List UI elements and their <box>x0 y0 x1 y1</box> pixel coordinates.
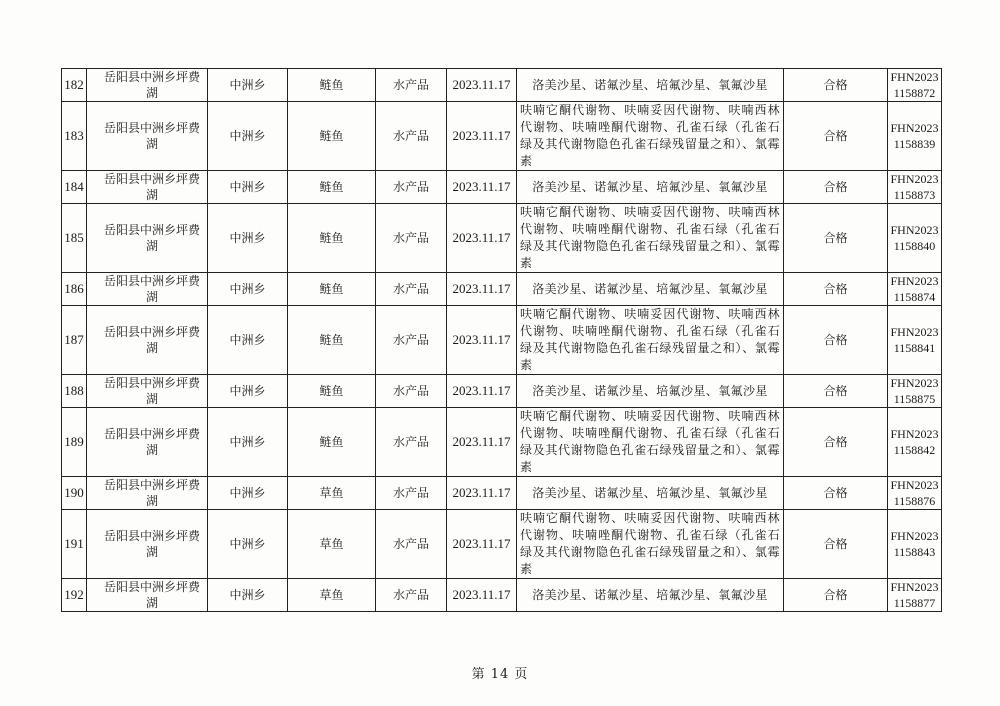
test-items: 呋喃它酮代谢物、呋喃妥因代谢物、呋喃西林代谢物、呋喃唑酮代谢物、孔雀石绿（孔雀石绿及其代谢物隐色孔雀石绿残留量之和）、氯霉素 <box>517 204 784 273</box>
result: 合格 <box>784 69 888 102</box>
sample-code <box>888 579 942 612</box>
table-row <box>62 477 942 510</box>
sample-category: 水产品 <box>376 579 447 612</box>
township: 中洲乡 <box>208 510 288 579</box>
table-row <box>62 375 942 408</box>
township: 中洲乡 <box>208 102 288 171</box>
sample-code-prefix: FHN2023 <box>890 580 939 594</box>
sampling-date: 2023.11.17 <box>447 69 517 102</box>
sampling-location: 岳阳县中洲乡坪费湖 <box>87 204 208 273</box>
row-number: 187 <box>62 306 87 375</box>
sample-code <box>888 477 942 510</box>
row-number: 192 <box>62 579 87 612</box>
sample-name: 草鱼 <box>288 510 376 579</box>
sample-code-prefix: FHN2023 <box>890 172 939 186</box>
sample-code-prefix: FHN2023 <box>890 223 939 237</box>
sample-code <box>888 102 942 171</box>
sample-name: 鲢鱼 <box>288 306 376 375</box>
result: 合格 <box>784 171 888 204</box>
sample-code-number: 1158843 <box>893 545 936 559</box>
sample-category: 水产品 <box>376 375 447 408</box>
page-number: 第 14 页 <box>471 667 529 682</box>
sampling-location: 岳阳县中洲乡坪费湖 <box>87 510 208 579</box>
test-items: 洛美沙星、诺氟沙星、培氟沙星、氧氟沙星 <box>517 579 784 612</box>
sample-name: 鲢鱼 <box>288 102 376 171</box>
sample-code-prefix: FHN2023 <box>890 376 939 390</box>
sample-category: 水产品 <box>376 102 447 171</box>
sampling-date: 2023.11.17 <box>447 102 517 171</box>
result: 合格 <box>784 306 888 375</box>
table-row <box>62 579 942 612</box>
test-items: 呋喃它酮代谢物、呋喃妥因代谢物、呋喃西林代谢物、呋喃唑酮代谢物、孔雀石绿（孔雀石绿及其代谢物隐色孔雀石绿残留量之和）、氯霉素 <box>517 306 784 375</box>
result: 合格 <box>784 375 888 408</box>
sample-code-number: 1158874 <box>893 290 936 304</box>
sample-code-prefix: FHN2023 <box>890 325 939 339</box>
sampling-date: 2023.11.17 <box>447 306 517 375</box>
sample-code-number: 1158873 <box>893 188 936 202</box>
test-items: 呋喃它酮代谢物、呋喃妥因代谢物、呋喃西林代谢物、呋喃唑酮代谢物、孔雀石绿（孔雀石绿及其代谢物隐色孔雀石绿残留量之和）、氯霉素 <box>517 408 784 477</box>
sample-code-prefix: FHN2023 <box>890 70 939 84</box>
test-items: 呋喃它酮代谢物、呋喃妥因代谢物、呋喃西林代谢物、呋喃唑酮代谢物、孔雀石绿（孔雀石绿及其代谢物隐色孔雀石绿残留量之和）、氯霉素 <box>517 510 784 579</box>
sampling-location: 岳阳县中洲乡坪费湖 <box>87 579 208 612</box>
table-row <box>62 306 942 375</box>
row-number: 186 <box>62 273 87 306</box>
sample-category: 水产品 <box>376 477 447 510</box>
table-row <box>62 204 942 273</box>
sample-code-prefix: FHN2023 <box>890 478 939 492</box>
sample-code <box>888 171 942 204</box>
sampling-location: 岳阳县中洲乡坪费湖 <box>87 477 208 510</box>
test-items: 呋喃它酮代谢物、呋喃妥因代谢物、呋喃西林代谢物、呋喃唑酮代谢物、孔雀石绿（孔雀石绿及其代谢物隐色孔雀石绿残留量之和）、氯霉素 <box>517 102 784 171</box>
table-row <box>62 510 942 579</box>
table-row <box>62 273 942 306</box>
row-number: 191 <box>62 510 87 579</box>
sampling-location: 岳阳县中洲乡坪费湖 <box>87 171 208 204</box>
test-items: 洛美沙星、诺氟沙星、培氟沙星、氧氟沙星 <box>517 477 784 510</box>
sample-code <box>888 510 942 579</box>
sample-code-number: 1158842 <box>893 443 936 457</box>
table-row <box>62 102 942 171</box>
sample-code-prefix: FHN2023 <box>890 427 939 441</box>
sampling-date: 2023.11.17 <box>447 273 517 306</box>
test-items: 洛美沙星、诺氟沙星、培氟沙星、氧氟沙星 <box>517 69 784 102</box>
row-number: 184 <box>62 171 87 204</box>
test-items: 洛美沙星、诺氟沙星、培氟沙星、氧氟沙星 <box>517 171 784 204</box>
sampling-location: 岳阳县中洲乡坪费湖 <box>87 102 208 171</box>
sample-code <box>888 375 942 408</box>
sample-code-number: 1158841 <box>893 341 936 355</box>
sample-code-prefix: FHN2023 <box>890 121 939 135</box>
table-row <box>62 408 942 477</box>
sample-name: 鲢鱼 <box>288 69 376 102</box>
sampling-location: 岳阳县中洲乡坪费湖 <box>87 69 208 102</box>
sampling-date: 2023.11.17 <box>447 204 517 273</box>
township: 中洲乡 <box>208 204 288 273</box>
sample-code-number: 1158839 <box>893 137 936 151</box>
row-number: 188 <box>62 375 87 408</box>
sample-category: 水产品 <box>376 273 447 306</box>
sampling-date: 2023.11.17 <box>447 510 517 579</box>
township: 中洲乡 <box>208 375 288 408</box>
result: 合格 <box>784 273 888 306</box>
sample-code <box>888 69 942 102</box>
sampling-location: 岳阳县中洲乡坪费湖 <box>87 306 208 375</box>
sample-category: 水产品 <box>376 204 447 273</box>
sampling-location: 岳阳县中洲乡坪费湖 <box>87 408 208 477</box>
sample-name: 草鱼 <box>288 477 376 510</box>
result: 合格 <box>784 102 888 171</box>
sampling-date: 2023.11.17 <box>447 579 517 612</box>
sample-category: 水产品 <box>376 408 447 477</box>
sample-code <box>888 306 942 375</box>
result: 合格 <box>784 579 888 612</box>
sample-code-prefix: FHN2023 <box>890 274 939 288</box>
sample-name: 鲢鱼 <box>288 171 376 204</box>
sample-code-number: 1158875 <box>893 392 936 406</box>
sample-name: 鲢鱼 <box>288 408 376 477</box>
sample-code-number: 1158840 <box>893 239 936 253</box>
sample-code-number: 1158876 <box>893 494 936 508</box>
township: 中洲乡 <box>208 408 288 477</box>
row-number: 183 <box>62 102 87 171</box>
row-number: 190 <box>62 477 87 510</box>
result: 合格 <box>784 477 888 510</box>
sample-code-prefix: FHN2023 <box>890 529 939 543</box>
sample-name: 草鱼 <box>288 579 376 612</box>
sampling-location: 岳阳县中洲乡坪费湖 <box>87 273 208 306</box>
sampling-date: 2023.11.17 <box>447 477 517 510</box>
township: 中洲乡 <box>208 306 288 375</box>
row-number: 185 <box>62 204 87 273</box>
test-items: 洛美沙星、诺氟沙星、培氟沙星、氧氟沙星 <box>517 273 784 306</box>
sample-category: 水产品 <box>376 510 447 579</box>
sampling-date: 2023.11.17 <box>447 171 517 204</box>
sample-category: 水产品 <box>376 171 447 204</box>
sample-code <box>888 204 942 273</box>
results-table <box>61 68 942 612</box>
table-row <box>62 69 942 102</box>
sample-category: 水产品 <box>376 306 447 375</box>
township: 中洲乡 <box>208 69 288 102</box>
township: 中洲乡 <box>208 273 288 306</box>
township: 中洲乡 <box>208 579 288 612</box>
township: 中洲乡 <box>208 171 288 204</box>
sampling-date: 2023.11.17 <box>447 408 517 477</box>
row-number: 189 <box>62 408 87 477</box>
sample-code-number: 1158872 <box>893 86 936 100</box>
sample-name: 鲢鱼 <box>288 273 376 306</box>
table-row <box>62 171 942 204</box>
sampling-location: 岳阳县中洲乡坪费湖 <box>87 375 208 408</box>
sample-category: 水产品 <box>376 69 447 102</box>
result: 合格 <box>784 408 888 477</box>
sample-code <box>888 273 942 306</box>
township: 中洲乡 <box>208 477 288 510</box>
row-number: 182 <box>62 69 87 102</box>
result: 合格 <box>784 510 888 579</box>
sampling-date: 2023.11.17 <box>447 375 517 408</box>
test-items: 洛美沙星、诺氟沙星、培氟沙星、氧氟沙星 <box>517 375 784 408</box>
sample-name: 鲢鱼 <box>288 204 376 273</box>
result: 合格 <box>784 204 888 273</box>
sample-code-number: 1158877 <box>893 596 936 610</box>
sample-code <box>888 408 942 477</box>
sample-name: 鲢鱼 <box>288 375 376 408</box>
